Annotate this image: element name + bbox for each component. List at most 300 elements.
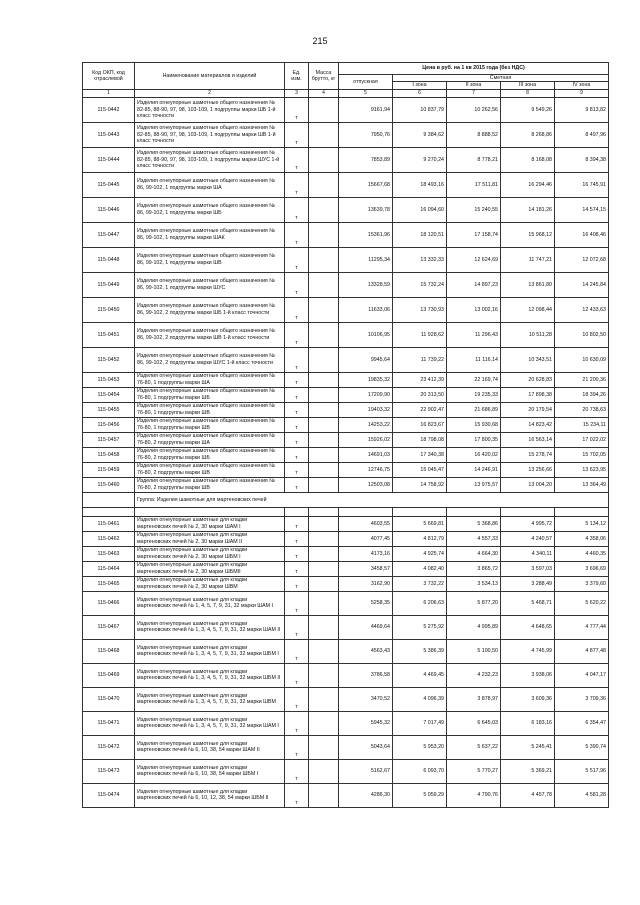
table-row [83, 783, 609, 807]
cell-unit: т [285, 759, 309, 783]
cell-code: 115-0445 [83, 172, 135, 197]
cell-release-price: 9945,64 [339, 347, 393, 372]
cell-zone4-price: 15 702,05 [555, 447, 609, 462]
cell-unit [285, 507, 309, 516]
cell-zone3-price: 16 294,46 [501, 172, 555, 197]
cell-zone3-price: 4 745,99 [501, 639, 555, 663]
table-row [83, 639, 609, 663]
cell-release-price: 3162,90 [339, 576, 393, 591]
table-row [83, 247, 609, 272]
cell-name: Изделия огнеупорные шамотные для кладки мартеновских печей № 2, 30 марки ШБМ I [135, 546, 285, 561]
cell-zone3-price: 15 278,74 [501, 447, 555, 462]
table-body [83, 97, 609, 807]
cell-name: Изделия огнеупорные шамотные общего назначения № 82-85, 88-90, 97, 98, 103-109, 1 подгруппы марки ШВ 1-й класс точности [135, 122, 285, 147]
table-row [83, 687, 609, 711]
cell-code: 115-0447 [83, 222, 135, 247]
cell-zone1-price: 4 469,45 [393, 663, 447, 687]
cell-zone3-price: 14 181,26 [501, 197, 555, 222]
cell-zone1-price: 22 902,47 [393, 402, 447, 417]
cell-unit: т [285, 417, 309, 432]
cell-zone1-price: 3 732,22 [393, 576, 447, 591]
cell-mass [309, 432, 339, 447]
cell-mass [309, 417, 339, 432]
cell-unit: т [285, 322, 309, 347]
cell-zone2-price: 5 100,50 [447, 639, 501, 663]
cell-zone1-price: 11 928,62 [393, 322, 447, 347]
cell-zone2-price: 4 557,33 [447, 531, 501, 546]
header-name: Наименование материалов и изделий [135, 63, 285, 90]
cell-release-price: 14253,22 [339, 417, 393, 432]
column-index: 6 [393, 89, 447, 97]
header-unit: Ед. изм. [285, 63, 309, 90]
cell-zone4-price: 3 696,69 [555, 561, 609, 576]
cell-unit: т [285, 639, 309, 663]
cell-name: Изделия огнеупорные шамотные общего назначения № 76-80, 1 подгруппы марки ШВ [135, 417, 285, 432]
header-code: Код ОКП, код отраслевой [83, 63, 135, 90]
cell-zone3-price: 14 823,42 [501, 417, 555, 432]
cell-zone3-price: 11 747,21 [501, 247, 555, 272]
cell-code: 115-0462 [83, 531, 135, 546]
cell-unit: т [285, 735, 309, 759]
cell-zone3-price: 15 968,12 [501, 222, 555, 247]
cell-zone3-price: 4 457,78 [501, 783, 555, 807]
column-index: 5 [339, 89, 393, 97]
cell-zone1-price: 15 732,24 [393, 272, 447, 297]
table-row [83, 615, 609, 639]
group-row [83, 492, 609, 507]
header-zone4: IV зона [555, 82, 609, 89]
cell-mass [309, 546, 339, 561]
column-index: 7 [447, 89, 501, 97]
cell-zone1-price: 18 798,08 [393, 432, 447, 447]
cell-name: Изделия огнеупорные шамотные общего назначения № 86, 99-102, 1 подгруппы марки ША [135, 172, 285, 197]
cell-zone4-price: 4 777,44 [555, 615, 609, 639]
cell-zone1-price: 5 953,20 [393, 735, 447, 759]
cell-unit: т [285, 576, 309, 591]
table-header [83, 63, 609, 98]
cell-mass [309, 615, 339, 639]
cell-unit: т [285, 462, 309, 477]
cell-unit: т [285, 447, 309, 462]
cell-zone3-price: 20 179,54 [501, 402, 555, 417]
header-zone3: III зона [501, 82, 555, 89]
table-row [83, 372, 609, 387]
cell-name: Изделия огнеупорные шамотные общего назначения № 76-80, 2 подгруппы марки ШБ [135, 447, 285, 462]
header-release: отпускная [339, 75, 393, 90]
cell-code: 115-0449 [83, 272, 135, 297]
cell-unit: т [285, 272, 309, 297]
cell-release-price: 4077,45 [339, 531, 393, 546]
cell-zone1-price: 5 275,92 [393, 615, 447, 639]
cell-name: Изделия огнеупорные шамотные общего назначения № 76-80, 1 подгруппы марки ША [135, 372, 285, 387]
cell-zone2-price: 4 790,76 [447, 783, 501, 807]
empty-cell [83, 492, 135, 507]
cell-code: 115-0471 [83, 711, 135, 735]
cell-release-price: 19403,32 [339, 402, 393, 417]
cell-name: Изделия огнеупорные шамотные для кладки мартеновских печей № 2, 30 марки ШАМ I [135, 516, 285, 531]
cell-unit: т [285, 663, 309, 687]
cell-unit: т [285, 347, 309, 372]
cell-zone2-price: 17 158,74 [447, 222, 501, 247]
cell-zone2-price: 22 169,74 [447, 372, 501, 387]
cell-unit: т [285, 387, 309, 402]
cell-mass [309, 97, 339, 122]
cell-zone1-price: 6 206,63 [393, 591, 447, 615]
cell-zone3-price: 9 549,26 [501, 97, 555, 122]
cell-zone2-price: 5 770,27 [447, 759, 501, 783]
cell-zone4-price: 20 738,63 [555, 402, 609, 417]
cell-release-price: 13639,78 [339, 197, 393, 222]
cell-release-price: 15667,68 [339, 172, 393, 197]
cell-zone4-price: 17 022,02 [555, 432, 609, 447]
price-table [82, 62, 609, 808]
cell-unit: т [285, 783, 309, 807]
table-row [83, 272, 609, 297]
cell-name: Изделия огнеупорные шамотные общего назначения № 82-85, 88-90, 97, 98, 103-109, 1 подгруппы марки ШУС 1-й класс точности [135, 147, 285, 172]
cell-unit: т [285, 172, 309, 197]
cell-zone4-price: 5 134,12 [555, 516, 609, 531]
cell-zone3-price: 5 245,41 [501, 735, 555, 759]
cell-zone4-price: 10 802,50 [555, 322, 609, 347]
cell-mass [309, 507, 339, 516]
cell-zone4-price: 3 379,60 [555, 576, 609, 591]
cell-release-price: 13328,59 [339, 272, 393, 297]
table-row [83, 735, 609, 759]
cell-unit: т [285, 531, 309, 546]
cell-code: 115-0446 [83, 197, 135, 222]
table-row [83, 516, 609, 531]
cell-mass [309, 402, 339, 417]
table-row [83, 147, 609, 172]
cell-zone1-price: 9 384,62 [393, 122, 447, 147]
cell-code [83, 507, 135, 516]
cell-name: Изделия огнеупорные шамотные для кладки мартеновских печей № 1, 4, 5, 7, 9, 31, 32 марки ШАМ I [135, 591, 285, 615]
cell-code: 115-0442 [83, 97, 135, 122]
cell-zone1-price: 11 739,22 [393, 347, 447, 372]
cell-code: 115-0455 [83, 402, 135, 417]
cell-zone2-price: 11 116,14 [447, 347, 501, 372]
cell-zone4-price: 8 394,38 [555, 147, 609, 172]
table-row [83, 447, 609, 462]
cell-unit: т [285, 372, 309, 387]
cell-name: Изделия огнеупорные шамотные общего назначения № 86, 99-102, 2 подгруппы марки ШУС 1-й класс точности [135, 347, 285, 372]
cell-release-price: 12503,08 [339, 477, 393, 492]
cell-zone2-price: 5 877,20 [447, 591, 501, 615]
cell-zone3-price: 13 861,80 [501, 272, 555, 297]
cell-mass [309, 477, 339, 492]
cell-mass [309, 147, 339, 172]
cell-mass [309, 783, 339, 807]
cell-code: 115-0451 [83, 322, 135, 347]
cell-zone4-price: 10 630,09 [555, 347, 609, 372]
cell-release-price: 10106,95 [339, 322, 393, 347]
cell-zone1-price [393, 507, 447, 516]
cell-code: 115-0443 [83, 122, 135, 147]
cell-zone1-price: 13 332,33 [393, 247, 447, 272]
cell-release-price: 4469,64 [339, 615, 393, 639]
cell-zone4-price: 14 245,84 [555, 272, 609, 297]
cell-code: 115-0460 [83, 477, 135, 492]
cell-zone3-price: 4 995,72 [501, 516, 555, 531]
cell-zone3-price: 8 168,08 [501, 147, 555, 172]
cell-release-price: 5258,35 [339, 591, 393, 615]
cell-zone4-price: 4 047,17 [555, 663, 609, 687]
cell-release-price: 19835,32 [339, 372, 393, 387]
cell-zone3-price: 13 256,66 [501, 462, 555, 477]
cell-zone4-price: 21 200,36 [555, 372, 609, 387]
cell-release-price [339, 507, 393, 516]
cell-zone3-price: 6 183,16 [501, 711, 555, 735]
cell-zone3-price: 13 004,20 [501, 477, 555, 492]
cell-name: Изделия огнеупорные шамотные общего назначения № 86, 99-102, 2 подгруппы марки ШВ 1-й класс точности [135, 322, 285, 347]
cell-name: Изделия огнеупорные шамотные для кладки мартеновских печей № 2, 30 марки ШВМ [135, 576, 285, 591]
cell-zone2-price: 8 888,52 [447, 122, 501, 147]
cell-name: Изделия огнеупорные шамотные для кладки мартеновских печей № 6, 10, 12, 38, 54 марки ШБМ II [135, 783, 285, 807]
cell-zone2-price: 4 232,23 [447, 663, 501, 687]
cell-zone2-price: 6 645,03 [447, 711, 501, 735]
cell-release-price: 5162,67 [339, 759, 393, 783]
cell-code: 115-0474 [83, 783, 135, 807]
table-row [83, 172, 609, 197]
cell-zone4-price: 5 390,74 [555, 735, 609, 759]
cell-mass [309, 387, 339, 402]
cell-code: 115-0444 [83, 147, 135, 172]
cell-unit: т [285, 222, 309, 247]
cell-release-price: 11295,34 [339, 247, 393, 272]
cell-release-price: 3470,52 [339, 687, 393, 711]
cell-zone2-price: 15 240,55 [447, 197, 501, 222]
cell-zone2-price: 15 930,68 [447, 417, 501, 432]
cell-zone4-price: 13 623,95 [555, 462, 609, 477]
cell-zone4-price: 8 497,96 [555, 122, 609, 147]
cell-zone2-price: 3 865,72 [447, 561, 501, 576]
table-row [83, 322, 609, 347]
cell-name: Изделия огнеупорные шамотные общего назначения № 76-80, 2 подгруппы марки ША [135, 432, 285, 447]
cell-zone4-price: 9 813,82 [555, 97, 609, 122]
cell-zone2-price: 3 878,97 [447, 687, 501, 711]
cell-unit: т [285, 591, 309, 615]
cell-unit: т [285, 402, 309, 417]
cell-zone1-price: 17 340,38 [393, 447, 447, 462]
table-row [83, 197, 609, 222]
cell-zone4-price: 4 358,06 [555, 531, 609, 546]
cell-zone2-price: 17 511,81 [447, 172, 501, 197]
cell-zone1-price: 23 412,39 [393, 372, 447, 387]
table-row [83, 711, 609, 735]
cell-zone1-price: 7 017,49 [393, 711, 447, 735]
table-row [83, 531, 609, 546]
cell-unit: т [285, 197, 309, 222]
cell-unit: т [285, 97, 309, 122]
cell-unit: т [285, 561, 309, 576]
cell-zone4-price: 16 408,46 [555, 222, 609, 247]
cell-zone1-price: 5 059,29 [393, 783, 447, 807]
cell-mass [309, 447, 339, 462]
cell-zone1-price: 18 493,16 [393, 172, 447, 197]
cell-name: Изделия огнеупорные шамотные для кладки мартеновских печей № 2, 30 марки ШАМ II [135, 531, 285, 546]
cell-zone3-price: 5 468,71 [501, 591, 555, 615]
header-zone2: II зона [447, 82, 501, 89]
cell-zone1-price: 6 093,70 [393, 759, 447, 783]
cell-zone2-price: 4 995,89 [447, 615, 501, 639]
table-row [83, 591, 609, 615]
cell-zone4-price: 13 364,49 [555, 477, 609, 492]
cell-zone2-price: 4 664,30 [447, 546, 501, 561]
cell-zone3-price: 10 343,51 [501, 347, 555, 372]
cell-zone1-price: 4 812,79 [393, 531, 447, 546]
cell-zone2-price: 21 686,89 [447, 402, 501, 417]
cell-code: 115-0454 [83, 387, 135, 402]
cell-zone4-price: 16 745,91 [555, 172, 609, 197]
cell-release-price: 5043,64 [339, 735, 393, 759]
cell-name: Изделия огнеупорные шамотные для кладки мартеновских печей № 6, 10, 38, 54 марки ШБМ I [135, 759, 285, 783]
header-mass: Масса брутто, кг [309, 63, 339, 90]
cell-zone4-price: 6 354,47 [555, 711, 609, 735]
cell-release-price: 4173,16 [339, 546, 393, 561]
cell-code: 115-0472 [83, 735, 135, 759]
cell-unit: т [285, 687, 309, 711]
cell-release-price: 7950,76 [339, 122, 393, 147]
cell-zone1-price: 20 313,50 [393, 387, 447, 402]
cell-name: Изделия огнеупорные шамотные для кладки мартеновских печей № 1, 3, 4, 5, 7, 9, 31, 32 марки ШБМ II [135, 663, 285, 687]
cell-name: Изделия огнеупорные шамотные общего назначения № 76-80, 2 подгруппы марки ШВ [135, 462, 285, 477]
cell-zone1-price: 16 094,60 [393, 197, 447, 222]
cell-release-price: 17209,90 [339, 387, 393, 402]
cell-code: 115-0458 [83, 447, 135, 462]
cell-mass [309, 663, 339, 687]
cell-zone4-price: 4 581,28 [555, 783, 609, 807]
table-row [83, 417, 609, 432]
cell-release-price: 4603,55 [339, 516, 393, 531]
cell-code: 115-0466 [83, 591, 135, 615]
cell-unit: т [285, 432, 309, 447]
table-row [83, 222, 609, 247]
table-row [83, 561, 609, 576]
cell-name: Изделия огнеупорные шамотные общего назначения № 76-80, 1 подгруппы марки ШВ [135, 402, 285, 417]
cell-code: 115-0467 [83, 615, 135, 639]
column-index: 1 [83, 89, 135, 97]
column-index: 8 [501, 89, 555, 97]
cell-name [135, 507, 285, 516]
cell-zone1-price: 5 669,81 [393, 516, 447, 531]
cell-zone4-price [555, 507, 609, 516]
cell-zone2-price: 14 897,23 [447, 272, 501, 297]
cell-mass [309, 222, 339, 247]
cell-unit: т [285, 477, 309, 492]
table-row [83, 297, 609, 322]
cell-unit: т [285, 122, 309, 147]
cell-name: Изделия огнеупорные шамотные для кладки мартеновских печей № 2, 30 марки ШБМII [135, 561, 285, 576]
column-index: 3 [285, 89, 309, 97]
cell-zone4-price: 4 460,35 [555, 546, 609, 561]
header-estimated: Сметная [393, 75, 609, 82]
cell-mass [309, 639, 339, 663]
cell-zone3-price: 17 898,38 [501, 387, 555, 402]
table-row [83, 97, 609, 122]
table-row [83, 387, 609, 402]
cell-zone1-price: 18 120,51 [393, 222, 447, 247]
cell-unit: т [285, 546, 309, 561]
cell-mass [309, 272, 339, 297]
cell-mass [309, 711, 339, 735]
cell-name: Изделия огнеупорные шамотные общего назначения № 86, 99-102, 1 подгруппы марки ШБ [135, 197, 285, 222]
cell-name: Изделия огнеупорные шамотные общего назначения № 76-80, 2 подгруппы марки ШВ [135, 477, 285, 492]
cell-zone2-price: 10 262,56 [447, 97, 501, 122]
cell-mass [309, 197, 339, 222]
cell-zone1-price: 4 096,39 [393, 687, 447, 711]
cell-code: 115-0453 [83, 372, 135, 387]
column-index: 2 [135, 89, 285, 97]
cell-mass [309, 172, 339, 197]
cell-name: Изделия огнеупорные шамотные общего назначения № 86, 99-102, 1 подгруппы марки ШВ [135, 247, 285, 272]
table-row [83, 663, 609, 687]
cell-code: 115-0450 [83, 297, 135, 322]
cell-zone4-price: 5 517,96 [555, 759, 609, 783]
page-number: 215 [312, 36, 328, 46]
cell-mass [309, 516, 339, 531]
cell-release-price: 14691,03 [339, 447, 393, 462]
cell-name: Изделия огнеупорные шамотные для кладки мартеновских печей № 1, 3, 4, 5, 7, 9, 31, 32 марки ШБМ I [135, 639, 285, 663]
cell-zone4-price: 14 574,15 [555, 197, 609, 222]
cell-code: 115-0470 [83, 687, 135, 711]
cell-zone2-price [447, 507, 501, 516]
cell-code: 115-0465 [83, 576, 135, 591]
cell-zone3-price: 3 597,03 [501, 561, 555, 576]
cell-mass [309, 687, 339, 711]
cell-name: Изделия огнеупорные шамотные общего назначения № 76-80, 1 подгруппы марки ШБ [135, 387, 285, 402]
header-price-group: Цена в руб. на 1 кв 2015 года (без НДС) [339, 63, 609, 75]
cell-unit: т [285, 516, 309, 531]
table-row [83, 576, 609, 591]
cell-zone2-price: 8 778,21 [447, 147, 501, 172]
cell-release-price: 4563,43 [339, 639, 393, 663]
table-row [83, 546, 609, 561]
cell-release-price: 3786,58 [339, 663, 393, 687]
cell-zone4-price: 4 877,48 [555, 639, 609, 663]
cell-mass [309, 322, 339, 347]
cell-code: 115-0469 [83, 663, 135, 687]
cell-code: 115-0463 [83, 546, 135, 561]
cell-zone4-price: 5 620,22 [555, 591, 609, 615]
cell-zone1-price: 14 758,92 [393, 477, 447, 492]
cell-unit: т [285, 147, 309, 172]
cell-zone3-price: 4 340,11 [501, 546, 555, 561]
cell-zone1-price: 9 270,24 [393, 147, 447, 172]
cell-zone2-price: 5 368,86 [447, 516, 501, 531]
cell-mass [309, 735, 339, 759]
cell-name: Изделия огнеупорные шамотные общего назначения № 86, 99-102, 1 подгруппы марки ШУС [135, 272, 285, 297]
table-row [83, 477, 609, 492]
cell-mass [309, 531, 339, 546]
cell-unit: т [285, 615, 309, 639]
cell-mass [309, 372, 339, 387]
cell-zone3-price: 8 268,86 [501, 122, 555, 147]
cell-zone2-price: 14 246,91 [447, 462, 501, 477]
cell-release-price: 3458,57 [339, 561, 393, 576]
header-zone1: I зона [393, 82, 447, 89]
cell-release-price: 12746,75 [339, 462, 393, 477]
cell-zone1-price: 13 730,93 [393, 297, 447, 322]
cell-zone3-price [501, 507, 555, 516]
table-row [83, 347, 609, 372]
cell-zone4-price: 12 072,68 [555, 247, 609, 272]
cell-zone1-price: 5 386,39 [393, 639, 447, 663]
cell-mass [309, 297, 339, 322]
cell-unit: т [285, 297, 309, 322]
cell-zone4-price: 3 709,36 [555, 687, 609, 711]
cell-zone3-price: 3 609,36 [501, 687, 555, 711]
cell-release-price: 15361,96 [339, 222, 393, 247]
